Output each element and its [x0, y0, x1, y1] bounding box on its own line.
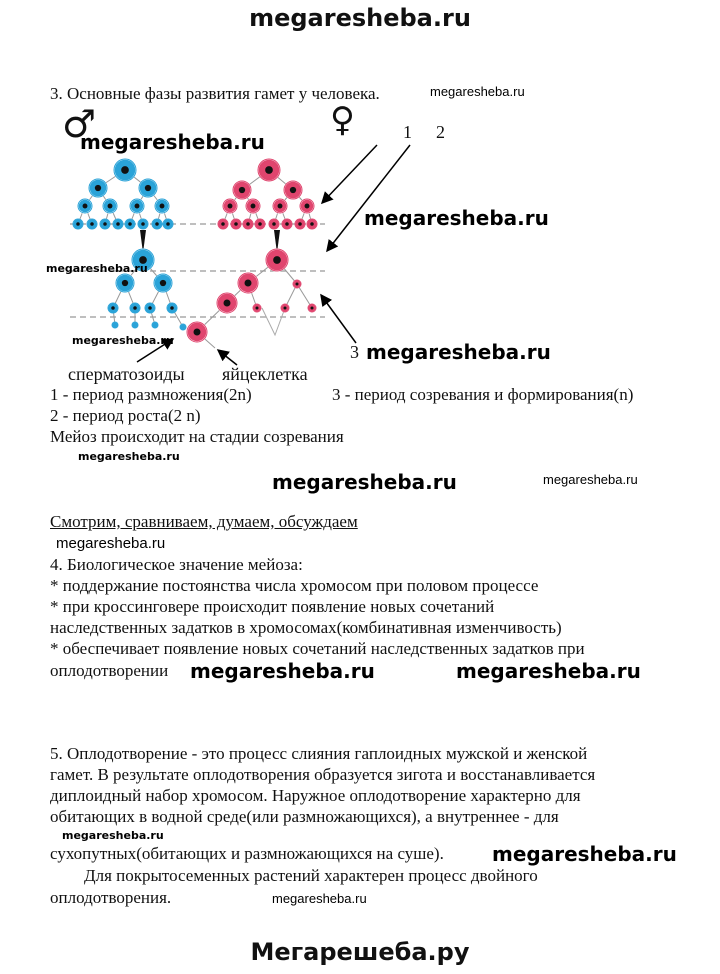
male-cell — [138, 219, 148, 229]
arrow-3 — [321, 295, 356, 343]
polar-body — [253, 304, 261, 312]
section4-line: * обеспечивает появление новых сочетаний наследственных задатков при — [50, 639, 585, 658]
sperm-label: сперматозоиды — [68, 364, 185, 384]
watermark: megaresheba.ru — [72, 334, 174, 347]
female-cell — [233, 181, 251, 199]
section4-line: наследственных задатков в хромосомах(комбинативная изменчивость) — [50, 618, 562, 637]
male-cell — [114, 159, 136, 181]
watermark: megaresheba.ru — [46, 262, 148, 275]
egg-label: яйцеклетка — [222, 364, 308, 384]
section4-line: оплодотворении — [50, 661, 169, 680]
watermark: megaresheba.ru — [272, 470, 457, 494]
male-cell — [108, 303, 118, 313]
male-cell — [87, 219, 97, 229]
legend-1: 1 - период размножения(2n) — [50, 385, 252, 404]
female-cell — [255, 219, 265, 229]
male-cell — [116, 274, 134, 292]
sperm-cell — [112, 322, 118, 328]
watermark: megaresheba.ru — [272, 891, 367, 906]
female-cell — [282, 219, 292, 229]
female-cell — [238, 273, 258, 293]
label-1: 1 — [403, 122, 412, 142]
watermark: megaresheba.ru — [190, 659, 375, 683]
female-cell — [273, 199, 287, 213]
legend-2: 2 - период роста(2 n) — [50, 406, 201, 425]
female-cell — [217, 293, 237, 313]
sperm-cell — [180, 324, 186, 330]
arrow-2 — [327, 145, 410, 251]
female-cell — [258, 159, 280, 181]
egg-arrow — [218, 350, 237, 365]
section4-line: * при кроссинговере происходит появление новых сочетаний — [50, 597, 495, 616]
watermark: megaresheba.ru — [456, 659, 641, 683]
meiosis-note: Мейоз происходит на стадии созревания — [50, 427, 344, 446]
male-cell — [100, 219, 110, 229]
section4-line: * поддержание постоянства числа хромосом при половом процессе — [50, 576, 539, 595]
polar-body — [293, 280, 301, 288]
female-cell — [269, 219, 279, 229]
male-cell — [103, 199, 117, 213]
male-symbol: ♂ — [62, 102, 97, 146]
section3-title: 3. Основные фазы развития гамет у человека. — [50, 84, 380, 103]
female-cell — [295, 219, 305, 229]
male-cell — [130, 199, 144, 213]
sperm-cell — [152, 322, 158, 328]
female-cell — [218, 219, 228, 229]
male-cell — [89, 179, 107, 197]
male-cell — [139, 179, 157, 197]
female-cell — [284, 181, 302, 199]
female-cell — [243, 219, 253, 229]
section5-line: сухопутных(обитающих и размножающихся на суше). — [50, 844, 444, 863]
egg-cell — [187, 322, 207, 342]
section5-line: диплоидный набор хромосом. Наружное оплодотворение характерно для — [50, 786, 581, 805]
male-cell — [154, 274, 172, 292]
female-cell — [246, 199, 260, 213]
male-cell — [163, 219, 173, 229]
watermark: megaresheba.ru — [364, 206, 549, 230]
watermark: megaresheba.ru — [56, 535, 166, 552]
label-2: 2 — [436, 122, 445, 142]
section5-line: Для покрытосеменных растений характерен процесс двойного — [50, 866, 538, 885]
watermark: megaresheba.ru — [78, 450, 180, 463]
polar-body — [308, 304, 316, 312]
male-cell — [73, 219, 83, 229]
arrow-1 — [322, 145, 377, 203]
watermark: megaresheba.ru — [366, 340, 551, 364]
site-header: megaresheba.ru — [249, 4, 471, 32]
watermark: megaresheba.ru — [492, 842, 677, 866]
watermark: megaresheba.ru — [430, 84, 525, 99]
polar-body — [281, 304, 289, 312]
female-cell — [266, 249, 288, 271]
section4-title: 4. Биологическое значение мейоза: — [50, 555, 303, 574]
female-symbol: ♀ — [330, 100, 355, 140]
female-cell — [300, 199, 314, 213]
section5-line: оплодотворения. — [50, 888, 172, 907]
female-cell — [223, 199, 237, 213]
male-cell — [125, 219, 135, 229]
section5-line: обитающих в водной среде(или размножающихся), а внутреннее - для — [50, 807, 559, 826]
male-cell — [152, 219, 162, 229]
male-cell — [155, 199, 169, 213]
watermark: megaresheba.ru — [543, 472, 638, 487]
male-cell — [78, 199, 92, 213]
subheading: Смотрим, сравниваем, думаем, обсуждаем — [50, 512, 358, 531]
watermark: megaresheba.ru — [80, 130, 265, 154]
watermark: megaresheba.ru — [62, 829, 164, 842]
male-cell — [130, 303, 140, 313]
section5-line: 5. Оплодотворение - это процесс слияния гаплоидных мужской и женской — [50, 744, 588, 763]
female-cell — [307, 219, 317, 229]
female-cell — [231, 219, 241, 229]
label-3: 3 — [350, 342, 359, 362]
legend-3: 3 - период созревания и формирования(n) — [332, 385, 634, 404]
sperm-cell — [132, 322, 138, 328]
male-cell — [113, 219, 123, 229]
male-cell — [145, 303, 155, 313]
section5-line: гамет. В результате оплодотворения образуется зигота и восстанавливается — [50, 765, 596, 784]
male-cell — [167, 303, 177, 313]
site-footer: Мегарешеба.ру — [250, 938, 470, 966]
